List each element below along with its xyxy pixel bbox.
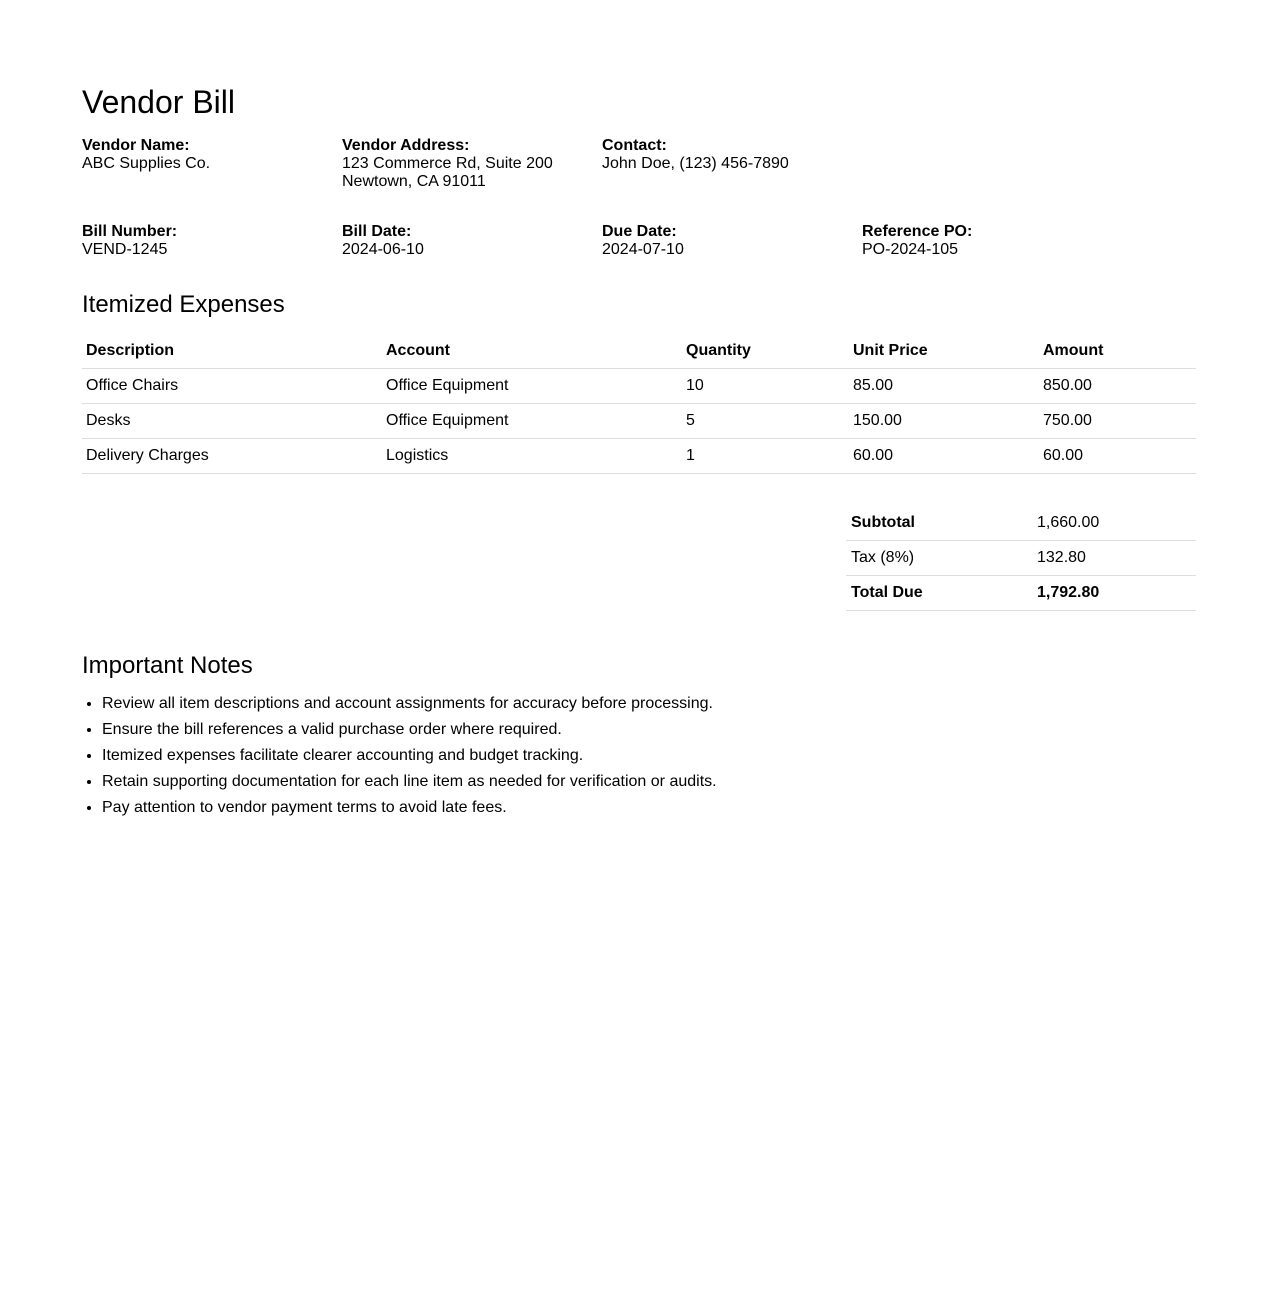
cell-unit-price: 150.00 [849, 404, 1039, 439]
cell-description: Office Chairs [82, 369, 382, 404]
cell-amount: 60.00 [1039, 439, 1196, 474]
table-header-row [82, 334, 1196, 369]
column-header-unit-price: Unit Price [849, 334, 1039, 369]
total-due-value: 1,792.80 [1032, 576, 1196, 611]
cell-account: Logistics [382, 439, 682, 474]
bill-date-label: Bill Date: [342, 223, 412, 240]
cell-description: Delivery Charges [82, 439, 382, 474]
vendor-name-field [82, 137, 332, 173]
vendor-address-line1: 123 Commerce Rd, Suite 200 [342, 155, 553, 172]
notes-list [82, 691, 717, 821]
subtotal-label: Subtotal [846, 506, 1032, 541]
cell-description: Desks [82, 404, 382, 439]
vendor-address-line2: Newtown, CA 91011 [342, 173, 486, 190]
list-item: • Retain supporting documentation for each line item as needed for verification or audits. [102, 769, 717, 795]
bill-number-field [82, 223, 332, 259]
list-item: • Itemized expenses facilitate clearer accounting and budget tracking. [102, 743, 717, 769]
cell-unit-price: 85.00 [849, 369, 1039, 404]
important-notes-heading: Important Notes [82, 652, 253, 679]
bill-number-value: VEND-1245 [82, 241, 168, 258]
reference-po-label: Reference PO: [862, 223, 973, 240]
cell-amount: 850.00 [1039, 369, 1196, 404]
table-row [82, 439, 1196, 474]
cell-account: Office Equipment [382, 404, 682, 439]
cell-unit-price: 60.00 [849, 439, 1039, 474]
table-row [82, 369, 1196, 404]
subtotal-row [846, 506, 1196, 541]
cell-amount: 750.00 [1039, 404, 1196, 439]
vendor-contact-value: John Doe, (123) 456-7890 [602, 155, 789, 172]
column-header-quantity: Quantity [682, 334, 849, 369]
due-date-value: 2024-07-10 [602, 241, 684, 258]
cell-quantity: 1 [682, 439, 849, 474]
subtotal-value: 1,660.00 [1032, 506, 1196, 541]
vendor-address-field [342, 137, 592, 191]
column-header-description: Description [82, 334, 382, 369]
vendor-contact-field [602, 137, 852, 173]
vendor-contact-label: Contact: [602, 137, 667, 154]
total-due-label: Total Due [846, 576, 1032, 611]
reference-po-value: PO-2024-105 [862, 241, 959, 258]
expenses-table [82, 334, 1196, 474]
list-item: • Review all item descriptions and account assignments for accuracy before processing. [102, 691, 717, 717]
totals-table [846, 506, 1196, 611]
tax-row [846, 541, 1196, 576]
list-item: • Pay attention to vendor payment terms to avoid late fees. [102, 795, 717, 821]
vendor-address-label: Vendor Address: [342, 137, 470, 154]
bill-date-field [342, 223, 592, 259]
vendor-name-value: ABC Supplies Co. [82, 155, 211, 172]
bill-date-value: 2024-06-10 [342, 241, 424, 258]
cell-quantity: 10 [682, 369, 849, 404]
total-due-row [846, 576, 1196, 611]
vendor-name-label: Vendor Name: [82, 137, 190, 154]
bill-number-label: Bill Number: [82, 223, 178, 240]
tax-value: 132.80 [1032, 541, 1196, 576]
itemized-expenses-heading: Itemized Expenses [82, 291, 285, 318]
column-header-amount: Amount [1039, 334, 1196, 369]
due-date-field [602, 223, 852, 259]
reference-po-field [862, 223, 1112, 259]
table-row [82, 404, 1196, 439]
cell-quantity: 5 [682, 404, 849, 439]
list-item: • Ensure the bill references a valid purchase order where required. [102, 717, 717, 743]
column-header-account: Account [382, 334, 682, 369]
due-date-label: Due Date: [602, 223, 677, 240]
page-title: Vendor Bill [82, 84, 235, 120]
cell-account: Office Equipment [382, 369, 682, 404]
tax-label: Tax (8%) [846, 541, 1032, 576]
